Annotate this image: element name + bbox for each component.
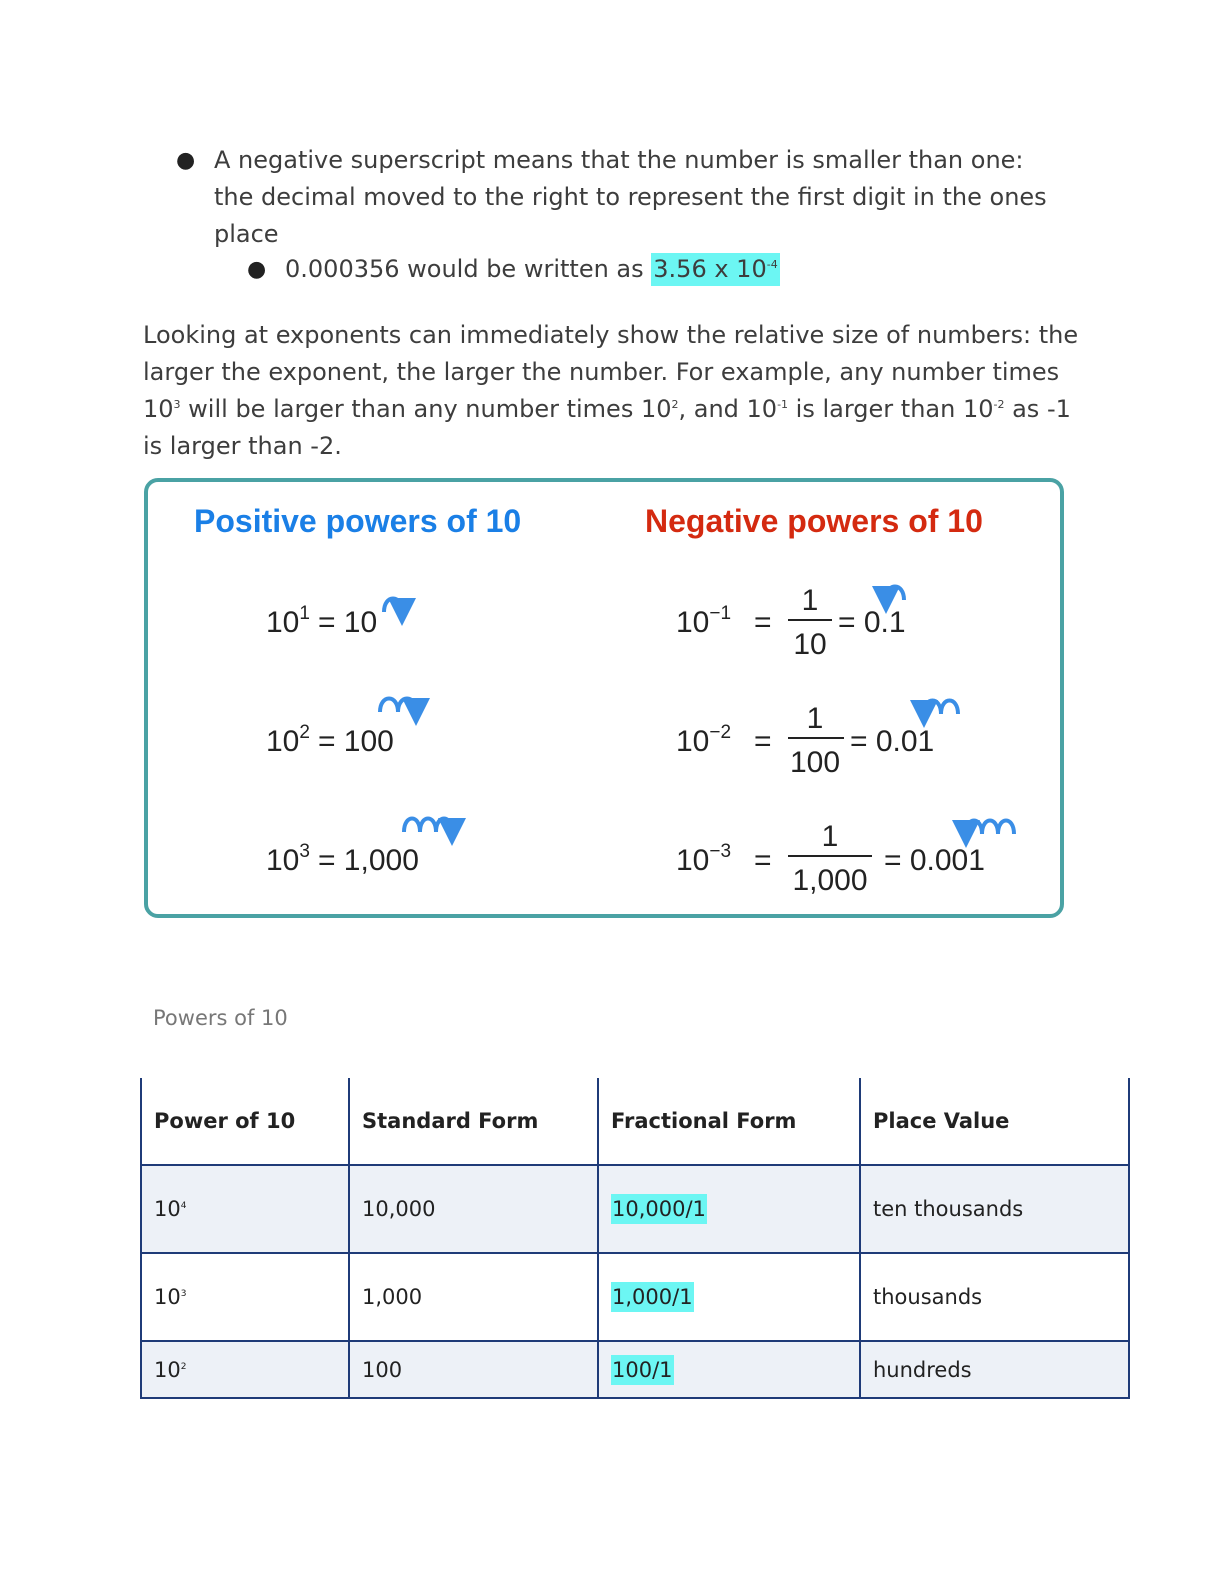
svg-text:101= 10: $10^1 = 10$ — [266, 603, 378, 639]
column-header: Place Value — [860, 1078, 1129, 1165]
bullet-item — [170, 142, 1070, 253]
table-row — [141, 1165, 1129, 1253]
bullet-list — [170, 142, 1070, 288]
bullet-dot-icon: ● — [176, 148, 196, 173]
table-row — [141, 1341, 1129, 1398]
decimal-jump-arrow-icon — [436, 819, 452, 833]
decimal-jump-arrow-icon — [886, 587, 904, 601]
svg-text:103= 1,000: $10^3 = 1,000$ — [266, 841, 419, 877]
table-caption: Powers of 10 — [153, 1006, 288, 1030]
exponent-paragraph: Looking at exponents can immediately show the relative size of numbers: the larger the exponent, the larger the number. For example, any number times $10^3$ will be larger than any number times $10^2$, and $10^{-1}$ is larger than $10^{-2}$ as -1 is larger than -2. — [143, 321, 1079, 460]
decimal-jump-arrow-icon — [380, 699, 398, 713]
positive-title: Positive powers of 10 — [194, 503, 522, 539]
decimal-jump-arrow-icon — [398, 699, 416, 713]
svg-text:= 0.01: = 0.01 — [850, 725, 935, 758]
decimal-jump-arrow-icon — [966, 821, 982, 835]
negative-row-3 — [676, 820, 1014, 897]
place-value-cell: hundreds — [860, 1341, 1129, 1398]
decimal-jump-arrow-icon — [384, 599, 402, 613]
standard-form-cell: 100 — [349, 1341, 598, 1398]
powers-of-ten-table — [140, 1078, 1130, 1399]
sub-bullet-text: 0.000356 would be written as — [285, 255, 644, 283]
decimal-jump-arrow-icon — [941, 701, 958, 715]
fraction-denominator: 10 — [793, 628, 827, 661]
sub-bullet-item — [242, 251, 1070, 288]
svg-text:102= 100: $10^2 = 100$ — [266, 722, 394, 758]
positive-row-1 — [266, 599, 402, 640]
powers-figure-svg — [148, 482, 1060, 914]
power-cell: $10^2$ — [141, 1341, 349, 1398]
column-header: Power of 10 — [141, 1078, 349, 1165]
positive-row-3 — [266, 819, 452, 878]
svg-text:= 0.001: = 0.001 — [884, 844, 985, 877]
fractional-form-cell: 1,000/1 — [598, 1253, 860, 1341]
column-header: Fractional Form — [598, 1078, 860, 1165]
decimal-jump-arrow-icon — [998, 821, 1014, 835]
fraction-denominator: 100 — [789, 746, 841, 779]
positive-row-2 — [266, 699, 416, 759]
negative-row-2 — [676, 701, 958, 780]
svg-text:10−1: $10^{-1}$ — [676, 603, 732, 639]
fraction-numerator: 1 — [806, 702, 824, 735]
table-header-row — [141, 1078, 1129, 1165]
svg-text:=: = — [754, 844, 772, 877]
column-header: Standard Form — [349, 1078, 598, 1165]
decimal-jump-arrow-icon — [404, 819, 420, 833]
power-cell: $10^3$ — [141, 1253, 349, 1341]
place-value-cell: ten thousands — [860, 1165, 1129, 1253]
fraction-denominator: 1,000 — [792, 864, 868, 897]
decimal-jump-arrow-icon — [982, 821, 998, 835]
fraction-numerator: 1 — [801, 584, 819, 617]
svg-text:=: = — [754, 725, 772, 758]
decimal-jump-arrow-icon — [420, 819, 436, 833]
bullet-dot-icon: ● — [247, 257, 267, 282]
bullet-text: A negative superscript means that the number is smaller than one: the decimal moved to the right to represent the first digit in the ones place — [214, 146, 1047, 248]
standard-form-cell: 10,000 — [349, 1165, 598, 1253]
fraction-numerator: 1 — [821, 820, 839, 853]
fractional-form-cell: 100/1 — [598, 1341, 860, 1398]
standard-form-cell: 1,000 — [349, 1253, 598, 1341]
svg-text:10−2: $10^{-2}$ — [676, 722, 732, 758]
place-value-cell: thousands — [860, 1253, 1129, 1341]
negative-title: Negative powers of 10 — [645, 503, 983, 539]
svg-text:= 0.1: = 0.1 — [838, 606, 906, 639]
power-cell: $10^4$ — [141, 1165, 349, 1253]
highlighted-scientific-notation: 3.56 x $10^{-4}$ — [651, 253, 779, 286]
fractional-form-cell: 10,000/1 — [598, 1165, 860, 1253]
negative-row-1 — [676, 584, 906, 661]
svg-text:10−3: $10^{-3}$ — [676, 841, 732, 877]
table-row — [141, 1253, 1129, 1341]
decimal-jump-arrow-icon — [924, 701, 941, 715]
svg-text:=: = — [754, 606, 772, 639]
powers-of-ten-figure — [144, 478, 1064, 918]
